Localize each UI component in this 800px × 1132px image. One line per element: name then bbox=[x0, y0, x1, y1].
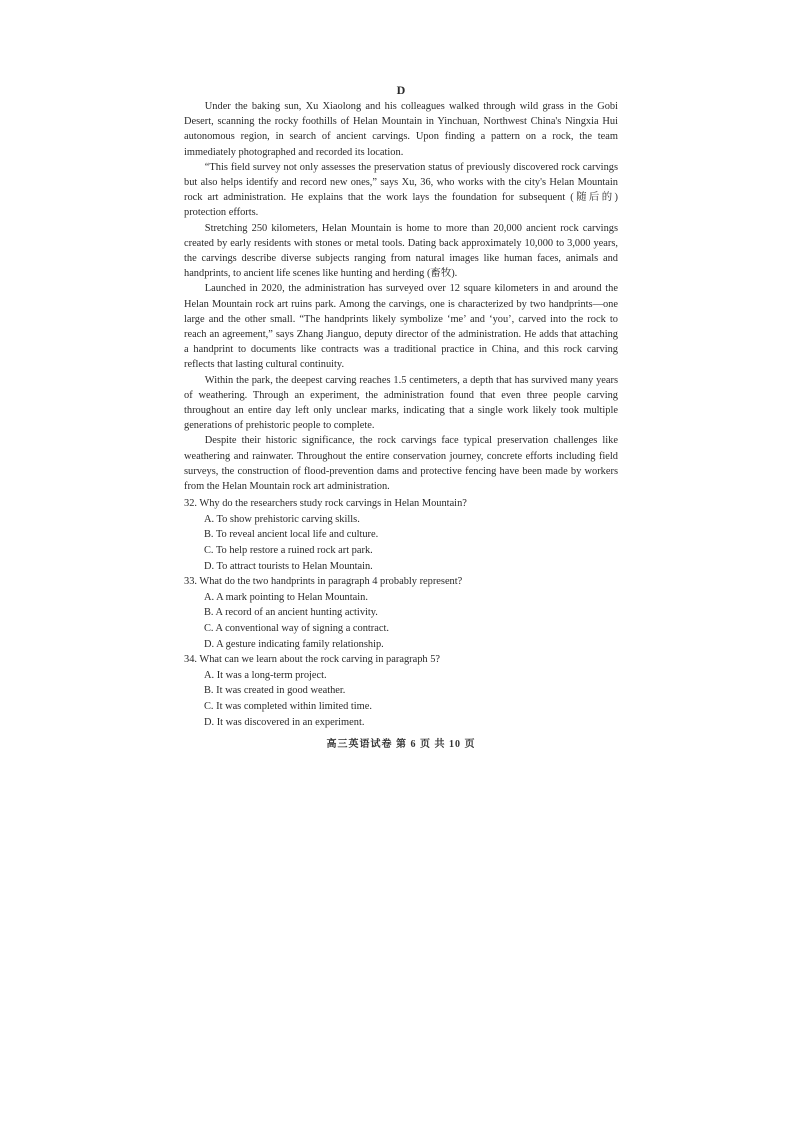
question-list bbox=[184, 496, 618, 730]
option-b: B. A record of an ancient hunting activity. bbox=[204, 607, 378, 619]
paragraph: Under the baking sun, Xu Xiaolong and his colleagues walked through wild grass in the Gobi Desert, scanning the rocky foothills of Helan Mountain in Yinchuan, Northwest China's Ningxia Hui autonomous region, in search of ancient carvings. Upon finding a pattern on a rock, the team immediately photographed and recorded its location. bbox=[184, 101, 618, 158]
page-footer: 高三英语试卷 第 6 页 共 10 页 bbox=[326, 739, 476, 751]
paragraph: Launched in 2020, the administration has surveyed over 12 square kilometers in and around the Helan Mountain rock art ruins park. Among the carvings, one is characterized by two handprints—one large and the other small. “The handprints likely symbolize ‘me’ and ‘you’, carved into the rock to reach an agreement,” says Zhang Jianguo, deputy director of the administration. He adds that attaching a handprint to documents like contracts was a traditional practice in China, and this rock carving reflects that lasting cultural continuity. bbox=[184, 283, 618, 371]
question-stem: 32. Why do the researchers study rock carvings in Helan Mountain? bbox=[184, 498, 467, 510]
exam-page bbox=[184, 83, 618, 752]
option-a: A. To show prehistoric carving skills. bbox=[204, 513, 360, 525]
paragraph: “This field survey not only assesses the preservation status of previously discovered rock carvings but also helps identify and record new ones,” says Xu, 36, who works with the city's Helan Mountain rock art administration. He explains that the work lays the foundation for subsequent (随后的) protection efforts. bbox=[184, 161, 618, 219]
question-32 bbox=[184, 496, 618, 574]
question-33 bbox=[184, 574, 618, 652]
section-title: D bbox=[396, 83, 406, 97]
paragraph: Despite their historic significance, the rock carvings face typical preservation challenges like weathering and rainwater. Throughout the entire conservation journey, concrete efforts including field surveys, the construction of flood-prevention dams and protective fencing have been made by workers from the Helan Mountain rock art administration. bbox=[184, 435, 618, 493]
option-c: C. To help restore a ruined rock art park. bbox=[204, 545, 373, 557]
option-a: A. A mark pointing to Helan Mountain. bbox=[204, 591, 368, 603]
option-d: D. It was discovered in an experiment. bbox=[204, 716, 365, 728]
option-b: B. It was created in good weather. bbox=[204, 685, 346, 697]
option-c: C. A conventional way of signing a contract. bbox=[204, 623, 389, 635]
option-a: A. It was a long-term project. bbox=[204, 669, 327, 681]
paragraph: Stretching 250 kilometers, Helan Mountain is home to more than 20,000 ancient rock carvings created by early residents with stones or metal tools. Dating back approximately 10,000 to 3,000 years, the carvings describe diverse subjects ranging from natural images like human faces, animals and handprints, to ancient life scenes like hunting and herding (畜牧). bbox=[184, 222, 618, 280]
option-c: C. It was completed within limited time. bbox=[204, 701, 372, 712]
reading-passage bbox=[184, 99, 618, 494]
option-d: D. To attract tourists to Helan Mountain. bbox=[204, 560, 373, 572]
paragraph: Within the park, the deepest carving reaches 1.5 centimeters, a depth that has survived many years of weathering. Through an experiment, the administration found that even three people carving throughout an entire day left only unclear marks, indicating that a single work likely took multiple generations of prehistoric people to complete. bbox=[184, 374, 618, 432]
option-b: B. To reveal ancient local life and culture. bbox=[204, 529, 379, 541]
option-d: D. A gesture indicating family relationship. bbox=[204, 638, 384, 650]
question-stem: 33. What do the two handprints in paragraph 4 probably represent? bbox=[184, 576, 463, 588]
question-34 bbox=[184, 652, 618, 730]
question-stem: 34. What can we learn about the rock carving in paragraph 5? bbox=[184, 654, 441, 666]
